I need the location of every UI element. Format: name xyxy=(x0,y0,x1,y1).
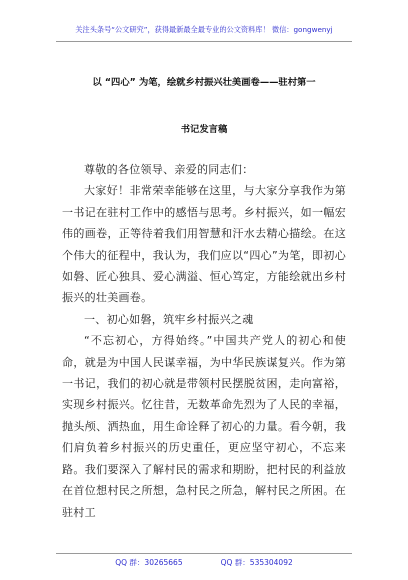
document-body xyxy=(62,159,346,523)
footer-divider xyxy=(56,553,352,554)
footer-qq-group-2: QQ 群：535304092 xyxy=(220,558,293,567)
footer-qq-group-1: QQ 群：30265665 xyxy=(115,558,183,567)
header-divider xyxy=(56,41,352,42)
header-note: 关注头条号“公文研究”，获得最新最全最专业的公文资料库！ 微信：gongwenyj xyxy=(75,25,333,34)
section-heading: 一、初心如磐，筑牢乡村振兴之魂 xyxy=(84,312,254,326)
document-title-line-1: 以 “四心” 为笔，绘就乡村振兴壮美画卷——驻村第一 xyxy=(92,77,316,88)
salutation: 尊敬的各位领导、亲爱的同志们： xyxy=(84,163,254,176)
document-title-line-2: 书记发言稿 xyxy=(180,124,228,135)
body-paragraph: 大家好！非常荣幸能够在这里，与大家分享我作为第一书记在驻村工作中的感悟与思考。乡村振兴，如一幅宏伟的画卷，正等待着我们用智慧和汗水去精心描绘。在这个伟大的征程中，我认为，我们应以“四心”为笔，即初心如磐、匠心独具、爱心满溢、恒心笃定，方能绘就出乡村振兴的壮美画卷。 xyxy=(62,184,346,305)
footer xyxy=(0,557,408,568)
body-paragraph: “不忘初心，方得始终。”中国共产党人的初心和使命，就是为中国人民谋幸福，为中华民族谋复兴。作为第一书记，我们的初心就是带领村民摆脱贫困，走向富裕，实现乡村振兴。忆往昔，无数革命先烈为了人民的幸福，抛头颅、洒热血，用生命诠释了初心的力量。看今朝，我们肩负着乡村振兴的历史重任，更应坚守初心，不忘来路。我们要深入了解村民的需求和期盼，把村民的利益放在首位想村民之所想，急村民之所急，解村民之所困。在驻村工 xyxy=(62,334,346,519)
